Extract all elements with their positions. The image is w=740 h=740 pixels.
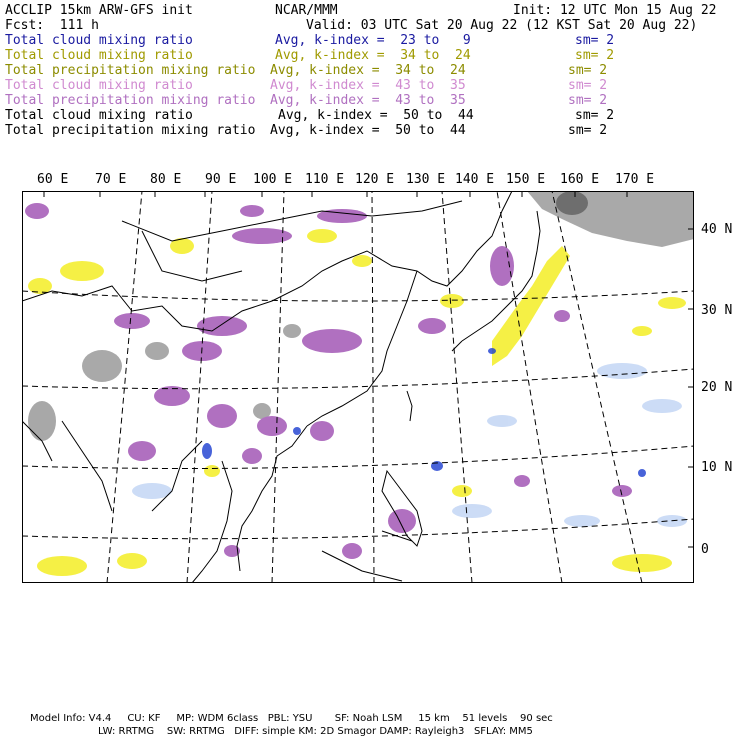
longitude-label: 90 E — [205, 172, 237, 187]
longitude-label: 80 E — [150, 172, 182, 187]
latitude-label: 10 N — [701, 460, 733, 475]
field-name: Total precipitation mixing ratio — [5, 123, 256, 138]
field-row — [5, 33, 735, 48]
longitude-label: 110 E — [305, 172, 345, 187]
init-time: Init: 12 UTC Mon 15 Aug 22 — [513, 3, 717, 18]
field-smoothing: sm= 2 — [575, 33, 615, 48]
field-row — [5, 78, 735, 93]
field-row — [5, 123, 735, 138]
model-info-line2: LW: RRTMG SW: RRTMG DIFF: simple KM: 2D Smagor DAMP: Rayleigh3 SFLAY: MM5 — [98, 726, 533, 737]
field-smoothing: sm= 2 — [575, 108, 615, 123]
organization-label: NCAR/MMM — [275, 3, 338, 18]
longitude-label: 70 E — [95, 172, 127, 187]
field-smoothing: sm= 2 — [568, 93, 608, 108]
field-name: Total cloud mixing ratio — [5, 48, 193, 63]
field-row — [5, 108, 735, 123]
field-k-index: Avg, k-index = 34 to 24 — [275, 48, 471, 63]
longitude-label: 160 E — [560, 172, 600, 187]
field-smoothing: sm= 2 — [568, 123, 608, 138]
longitude-label: 140 E — [455, 172, 495, 187]
field-name: Total cloud mixing ratio — [5, 33, 193, 48]
valid-time: Valid: 03 UTC Sat 20 Aug 22 (12 KST Sat 20 Aug 22) — [306, 18, 698, 33]
field-name: Total precipitation mixing ratio — [5, 63, 256, 78]
field-k-index: Avg, k-index = 43 to 35 — [270, 78, 466, 93]
longitude-label: 130 E — [406, 172, 446, 187]
latitude-label: 0 — [701, 542, 709, 557]
field-k-index: Avg, k-index = 23 to 9 — [275, 33, 471, 48]
field-k-index: Avg, k-index = 50 to 44 — [278, 108, 474, 123]
latitude-label: 40 N — [701, 222, 733, 237]
field-row — [5, 63, 735, 78]
weather-map — [22, 191, 694, 583]
field-k-index: Avg, k-index = 43 to 35 — [270, 93, 466, 108]
field-row — [5, 93, 735, 108]
longitude-label: 100 E — [253, 172, 293, 187]
field-k-index: Avg, k-index = 34 to 24 — [270, 63, 466, 78]
longitude-label: 170 E — [615, 172, 655, 187]
field-smoothing: sm= 2 — [575, 48, 615, 63]
field-name: Total cloud mixing ratio — [5, 108, 193, 123]
model-title: ACCLIP 15km ARW-GFS init — [5, 3, 193, 18]
longitude-label: 120 E — [355, 172, 395, 187]
field-row — [5, 48, 735, 63]
longitude-label: 150 E — [506, 172, 546, 187]
field-name: Total precipitation mixing ratio — [5, 93, 256, 108]
field-smoothing: sm= 2 — [568, 78, 608, 93]
field-k-index: Avg, k-index = 50 to 44 — [270, 123, 466, 138]
field-name: Total cloud mixing ratio — [5, 78, 193, 93]
forecast-hour: Fcst: 111 h — [5, 18, 99, 33]
field-smoothing: sm= 2 — [568, 63, 608, 78]
model-info-line1: Model Info: V4.4 CU: KF MP: WDM 6class PBL: YSU SF: Noah LSM 15 km 51 levels 90 sec — [30, 713, 553, 724]
latitude-label: 30 N — [701, 303, 733, 318]
longitude-label: 60 E — [37, 172, 69, 187]
latitude-label: 20 N — [701, 380, 733, 395]
